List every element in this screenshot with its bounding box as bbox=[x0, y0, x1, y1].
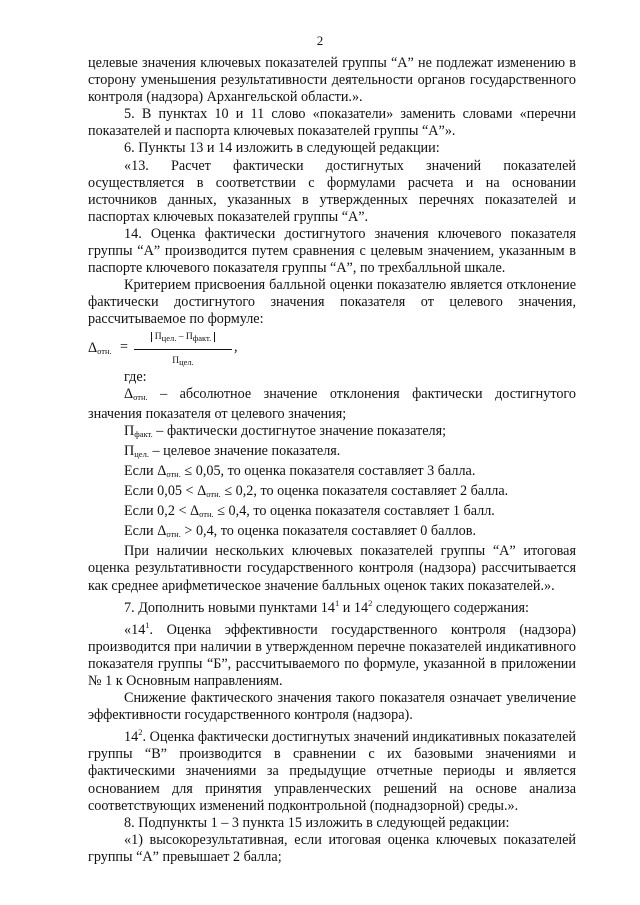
paragraph: 14. Оценка фактически достигнутого значения ключевого показателя группы “А” производится путем сравнения с целевым значением, указанным в паспорте ключевого показателя группы “А”, по трехбалльной шкале. bbox=[88, 225, 576, 277]
definition-p-fact: $П_{факт.}$ – фактически достигнутое значение показателя; bbox=[124, 422, 447, 439]
formula-numerator: Пцел. – Пфакт. bbox=[134, 329, 232, 350]
paragraph: $14^2$. Оценка фактически достигнутых значений индикативных показателей группы “В” производится в сравнении с их базовыми значениями и фактическими значениями за предыдущие отчетные периоды и является основанием для принятия управленческих решений на основе анализа соответствующих изменений подконтрольной (поднадзорной) среды.». bbox=[88, 727, 576, 814]
page-number: 2 bbox=[316, 33, 324, 48]
score-rule-0: Если $\Delta_{отн.} > 0,4$, то оценка показателя составляет 0 баллов. bbox=[124, 523, 477, 540]
where-label: где: bbox=[124, 368, 147, 385]
paragraph: 6. Пункты 13 и 14 изложить в следующей редакции: bbox=[124, 140, 440, 157]
paragraph: «1) высокорезультативная, если итоговая оценка ключевых показателей группы “А” превышает 2 балла; bbox=[88, 831, 576, 865]
paragraph: целевые значения ключевых показателей группы “А” не подлежат изменению в сторону уменьшения результативности деятельности органов государственного контроля (надзора) Архангельской области.». bbox=[88, 55, 576, 106]
paragraph: «13. Расчет фактически достигнутых значений показателей осуществляется в соответствии с формулами расчета и на основании источников данных, указанных в утвержденных перечнях показателей и паспортах ключевых показателей группы “А”. bbox=[88, 157, 576, 225]
formula-lhs: $\Delta_{отн.}$ bbox=[88, 339, 112, 356]
paragraph: При наличии нескольких ключевых показателей группы “А” итоговая оценка результативности государственного контроля (надзора) рассчитывается как среднее арифметическое значение балльных оценок таких показателей.». bbox=[88, 543, 576, 594]
document-body bbox=[88, 55, 576, 866]
deviation-formula bbox=[88, 331, 576, 369]
paragraph: 8. Подпункты 1 – 3 пункта 15 изложить в следующей редакции: bbox=[124, 814, 510, 831]
definition-p-cel: $П_{цел.}$ – целевое значение показателя. bbox=[124, 442, 341, 459]
formula-denominator: Пцел. bbox=[172, 355, 194, 367]
paragraph: Снижение фактического значения такого показателя означает увеличение эффективности государственного контроля (надзора). bbox=[88, 690, 576, 724]
paragraph: 7. Дополнить новыми пунктами $14^1$ и $14^2$ следующего содержания: bbox=[124, 597, 529, 616]
score-rule-1: Если $0,2 < \Delta_{отн.} \le 0,4$, то оценка показателя составляет 1 балл. bbox=[124, 503, 495, 520]
score-rule-3: Если $\Delta_{отн.} \le 0,05$, то оценка показателя составляет 3 балла. bbox=[124, 462, 476, 479]
paragraph: Критерием присвоения балльной оценки показателю является отклонение фактически достигнутого значения показателя от целевого значения, рассчитываемое по формуле: bbox=[88, 277, 576, 328]
formula-equals: = bbox=[120, 338, 129, 355]
paragraph: «$14^1$. Оценка эффективности государственного контроля (надзора) производится при наличии в утвержденном перечне показателей индикативного показателя группы “Б”, рассчитываемого по формуле, указанной в приложении № 1 к Основным направлениям. bbox=[88, 619, 576, 689]
paragraph: 5. В пунктах 10 и 11 слово «показатели» заменить словами «перечни показателей и паспорта ключевых показателей группы “А”». bbox=[88, 106, 576, 140]
formula-comma: , bbox=[234, 338, 238, 355]
formula-fraction bbox=[134, 329, 232, 371]
score-rule-2: Если $0,05 < \Delta_{отн.} \le 0,2$, то оценка показателя составляет 2 балла. bbox=[124, 483, 509, 500]
definition-delta: $\Delta_{отн.}$ – абсолютное значение отклонения фактически достигнутого значения показателя от целевого значения; bbox=[88, 385, 576, 422]
